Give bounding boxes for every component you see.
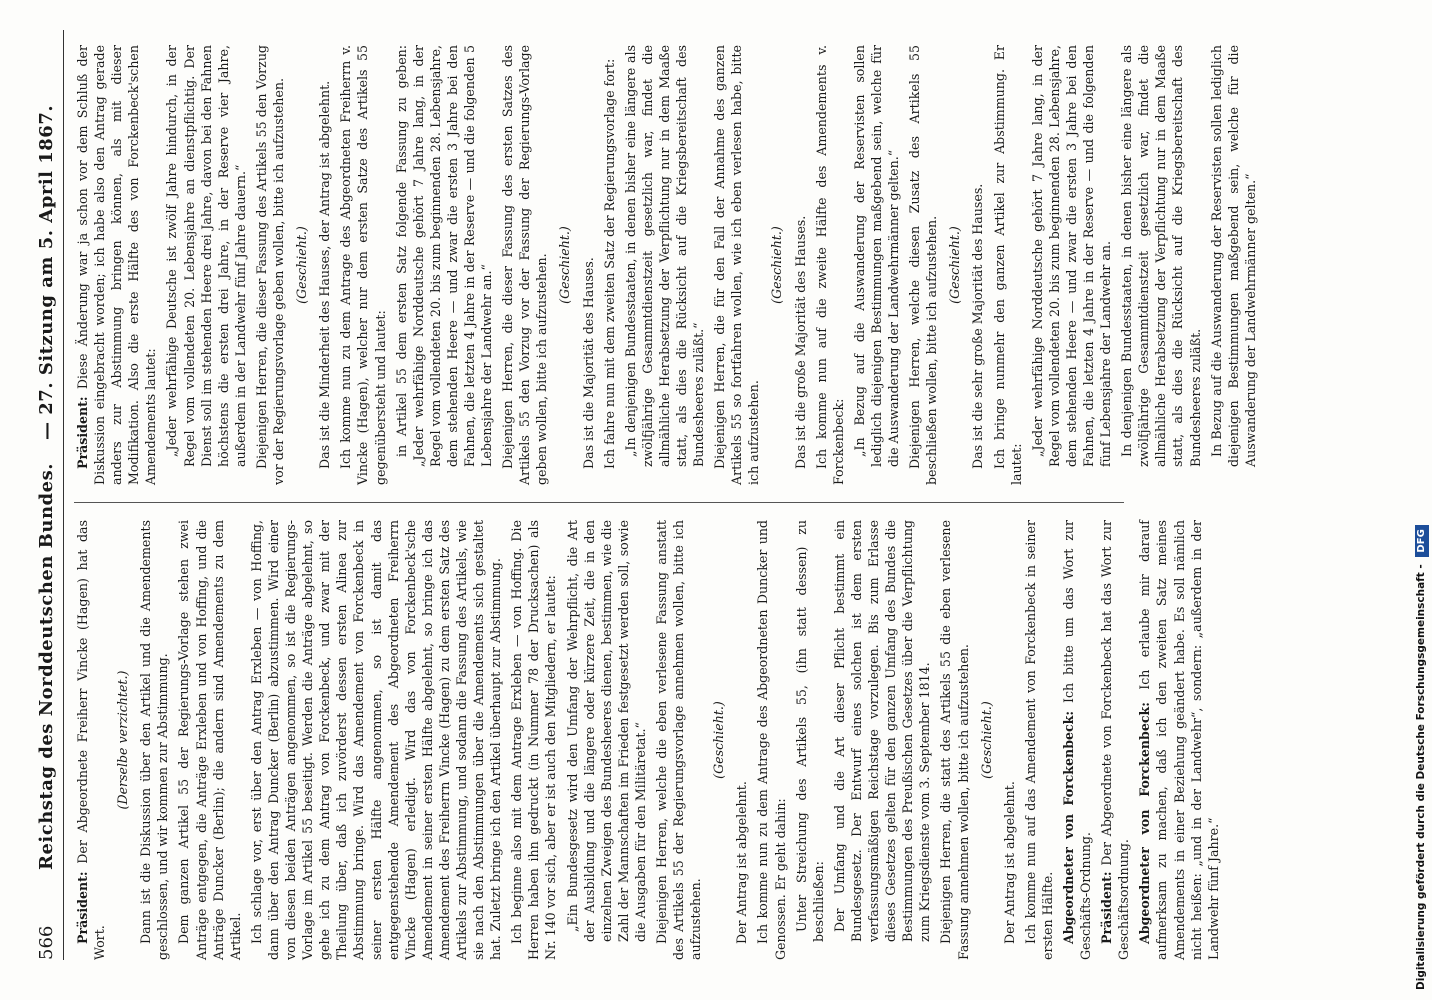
dfg-logo: DFG <box>1415 525 1429 556</box>
paragraph <box>792 45 809 485</box>
paragraph <box>253 45 287 485</box>
stage-direction: (Geschieht.) <box>947 226 963 304</box>
paragraph-text: Das ist die Minderheit des Hauses, der Antrag ist abgelehnt. <box>317 80 333 469</box>
quoted-text: Unter Streichung des Artikels 55, (ihn statt dessen) zu beschließen: <box>793 520 826 942</box>
paragraph-text: Ich bitte um das Wort zur Geschäfts-Ordnung. <box>1060 520 1094 960</box>
paragraph-text: Ich erlaube mir darauf aufmerksam zu machen, daß ich den zweiten Satz meines Amendements in einer Beziehung geändert habe. Es soll nämlich nicht heißen: „und in der Landwehr“, sondern: „außerdem in der Landwehr fünf Jahre.“ <box>1137 520 1221 960</box>
paragraph <box>733 520 750 960</box>
column-divider <box>74 502 1124 503</box>
paragraph <box>248 520 504 960</box>
paragraph-text: Der Antrag ist abgelehnt. <box>734 781 750 944</box>
stage-direction: (Derselbe verzichtet.) <box>115 670 131 810</box>
paragraph-text: Ich komme nun auf die zweite Hälfte des Amendements v. Forckenbeck: <box>813 45 846 485</box>
paragraph <box>74 45 159 485</box>
paragraph <box>711 45 762 485</box>
quoted-text: „In Bezug auf die Auswanderung der Reservisten sollen lediglich diejenigen Bestimmungen maßgebend sein, welche für die Auswanderung der Landwehrmänner gelten.“ <box>851 45 902 467</box>
header-rule <box>63 30 64 960</box>
paragraph-text: Ich fahre nun mit dem zweiten Satz der Regierungsvorlage fort: <box>601 58 617 469</box>
paragraph-text: Ich komme nun zu dem Antrage des Abgeordneten Freiherrn v. Vincke (Hagen), welcher nur dem ersten Satze des Artikels 55 gegenübersteht und lautet: <box>338 45 388 485</box>
dfg-note-text: Digitalisierung gefördert durch die Deutsche Forschungsgemeinschaft - <box>1415 564 1427 990</box>
paragraph-text: Ich bringe nunmehr den ganzen Artikel zur Abstimmung. Er lautet: <box>991 45 1024 485</box>
paragraph-text: Ich komme nun auf das Amendement von Forckenbeck in seiner ersten Hälfte. <box>1022 520 1055 960</box>
paragraph <box>937 520 971 960</box>
paragraph-text: Ich komme nun zu dem Antrage des Abgeordneten Duncker und Genossen. Er geht dahin: <box>755 520 788 960</box>
speaker-label: Präsident: <box>75 871 90 944</box>
quoted-text: In Bezug auf die Auswanderung der Reservisten sollen lediglich diejenigen Bestimmungen maßgebend sein, welche für die Auswanderung der Landwehrmänner gelten.“ <box>1208 45 1258 467</box>
paragraph <box>906 45 940 485</box>
quoted-text: In denjenigen Bundesstaaten, in denen bisher eine längere als zwölfjährige Gesammtdienstzeit gesetzlich war, findet die allmähliche Herabsetzung der Verpflichtung nur in dem Maaße statt, als dies die Rücksicht auf die Kriegsbereitschaft des Bundesheeres zuläßt. <box>1119 45 1203 467</box>
paragraph-text: Diejenigen Herren, die für den Fall der Annahme des ganzen Artikels 55 so fortfahren wollen, wie ich eben verlesen habe, bitte ich aufzustehen. <box>712 45 762 485</box>
page-header <box>30 30 64 960</box>
stage-direction: (Geschieht.) <box>978 701 994 779</box>
quoted-text: „Ein Bundesgesetz wird den Umfang der Wehrpflicht, die Art der Ausbildung und die längere oder kürzere Zeit, die in den einzelnen Zweigen des Bundesheeres dienen, bestimmen, wie die Zahl der Mannschaften im Frieden festgesetzt werden soll, sowie die Ausgaben für den Militäretat.“ <box>564 520 648 942</box>
page-number: 566 <box>36 925 57 960</box>
speaker-label: Präsident: <box>1099 871 1115 944</box>
quoted-text: in Artikel 55 dem ersten Satz folgende Fassung zu geben: „Jeder wehrfähige Norddeutsche gehört 7 Jahre lang, in der Regel vom vollendeten 20. bis zum beginnenden 28. Lebensjahre, dem stehenden Heere — und zwar die ersten 3 Jahre bei den Fahnen, die letzten 4 Jahre in der Reserve — und die folgenden 5 Lebensjahre der Landwehr an.“ <box>393 45 495 467</box>
paragraph-text: Dann ist die Diskussion über den Artikel und die Amendements geschlossen, und wir kommen zur Abstimmung. <box>138 520 171 960</box>
paragraph-text: Dem ganzen Artikel 55 der Regierungs-Vorlage stehen zwei Anträge entgegen, die Anträge Erxleben und von Hoffing, und die Anträge Duncker (Berlin); die andern sind Amendements zu dem Artikel. <box>176 520 243 960</box>
paragraph <box>1098 520 1132 960</box>
quoted-text: „Jeder wehrfähige Norddeutsche gehört 7 Jahre lang, in der Regel vom vollendeten 20. bis zum beginnenden 28. Lebensjahre, dem stehenden Heere — und zwar die ersten 3 Jahre bei den Fahnen, die letzten 4 Jahre in der Reserve — und die folgenden fünf Lebensjahre der Landwehr an. <box>1029 45 1114 467</box>
paragraph <box>580 45 597 485</box>
paragraph <box>499 45 550 485</box>
paragraph <box>1136 520 1221 960</box>
paragraph-text: Der Abgeordnete von Forckenbeck hat das Wort zur Geschäftsordnung. <box>1099 520 1132 960</box>
header-title-left: Reichstag des Norddeutschen Bundes. <box>36 463 57 870</box>
paragraph-text: Das ist die große Majorität des Hauses. <box>792 215 808 469</box>
paragraph-text: Diejenigen Herren, welche die eben verlesene Fassung anstatt des Artikels 55 der Regierungsvorlage annehmen wollen, bitte ich aufzustehen. <box>654 520 704 960</box>
stage-direction: (Geschieht.) <box>769 226 785 304</box>
dfg-funding-note <box>1410 10 1432 990</box>
paragraph <box>508 520 559 960</box>
paragraph <box>137 520 171 960</box>
paragraph-text: Diejenigen Herren, die statt des Artikels 55 die eben verlesene Fassung annehmen wollen, bitte ich aufzustehen. <box>938 520 971 960</box>
paragraph-text: Das ist die sehr große Majorität des Hauses. <box>970 183 986 469</box>
speaker-label: Präsident: <box>75 396 90 469</box>
paragraph <box>316 45 333 485</box>
quoted-text: Der Umfang und die Art dieser Pflicht bestimmt ein Bundesgesetz. Der Entwurf eines solchen ist dem ersten verfassungsmäßigen Reichstage vorzulegen. Bis zum Erlasse dieses Gesetzes gelten für den ganzen Umfang des Bundes die Bestimmungen des Preußischen Gesetzes über die Verpflichtung zum Kriegsdienste vom 3. September 1814. <box>831 520 933 942</box>
paragraph <box>653 520 704 960</box>
paragraph-text: Diejenigen Herren, welche diesen Zusatz des Artikels 55 beschließen wollen, bitte ich aufzustehen. <box>907 45 940 485</box>
stage-direction: (Geschieht.) <box>711 701 727 779</box>
paragraph <box>754 520 788 960</box>
paragraph-text: Diejenigen Herren, die dieser Fassung des ersten Satzes des Artikels 55 den Vorzug vor der Fassung der Regierungs-Vorlage geben wollen, bitte ich aufzustehen. <box>500 45 550 485</box>
paragraph <box>175 520 243 960</box>
paragraph <box>991 45 1025 485</box>
paragraph <box>969 45 986 485</box>
paragraph-text: Diejenigen Herren, die dieser Fassung des Artikels 55 den Vorzug vor der Regierungsvorlage geben wollen, bitte ich aufzustehen. <box>253 45 287 485</box>
speaker-label: Abgeordneter von Forckenbeck: <box>1060 710 1076 944</box>
paragraph <box>813 45 847 485</box>
paragraph-text: Der Antrag ist abgelehnt. <box>1001 781 1017 944</box>
dfg-sidebar <box>1410 10 1432 990</box>
paragraph-text: Ich schlage vor, erst über den Antrag Erxleben — von Hoffing, dann über den Antrag Duncker (Berlin) abzustimmen. Wird einer von diesen beiden Anträgen angenommen, so ist die Regierungs-Vorlage im Artikel 55 beseitigt. Werden die Anträge abgelehnt, so gehe ich zu dem Antrag von Forckenbeck, und zwar mit der Theilung über, daß ich zuvörderst dessen ersten Alinea zur Abstimmung bringe. Wird das Amendement von Forckenbeck in seiner ersten Hälfte angenommen, so ist damit das entgegenstehende Amendement des Abgeordneten Freiherrn Vincke (Hagen) erledigt. Wird das von Forckenbeck'sche Amendement in seiner ersten Hälfte abgelehnt, so bringe ich das Amendement des Freiherrn Vincke (Hagen) zu dem ersten Satz des Artikels zur Abstimmung, und sodann die Fassung des Artikels, wie sie nach den Abstimmungen über die Amendements sich gestaltet hat. Zuletzt bringe ich den Artikel überhaupt zur Abstimmung. <box>248 520 504 960</box>
paragraph <box>1022 520 1056 960</box>
quoted-text: „In denjenigen Bundesstaaten, in denen bisher eine längere als zwölfjährige Gesammtdienstzeit gesetzlich war, findet die allmähliche Herabsetzung der Verpflichtung nur in dem Maaße statt, als dies die Rücksicht auf die Kriegsbereitschaft des Bundesheeres zuläßt.“ <box>622 45 707 467</box>
stage-direction: (Geschieht.) <box>294 226 310 304</box>
paragraph-text: Das ist die Majorität des Hauses. <box>580 257 596 469</box>
right-text-column <box>74 45 1258 485</box>
paragraph-text: Der Abgeordnete Freiherr Vincke (Hagen) hat das Wort. <box>75 520 108 960</box>
paragraph-text: Diese Änderung war ja schon vor dem Schluß der Diskussion eingebracht worden; ich habe also den Antrag gerade anders zur Abstimmung bringen können, als mit dieser Modifikation. Also die erste Hälfte des von Forckenbeck'schen Amendements lautet: <box>75 45 159 485</box>
paragraph <box>337 45 388 485</box>
paragraph <box>1060 520 1094 960</box>
left-text-column <box>74 520 1221 960</box>
stage-direction: (Geschieht.) <box>557 226 573 304</box>
quoted-text: „Jeder wehrfähige Deutsche ist zwölf Jahre hindurch, in der Regel vom vollendeten 20. Lebensjahre an dienstpflichtig. Der Dienst soll im stehenden Heere drei Jahre, davon bei den Fahnen höchstens die ersten drei Jahre, in der Reserve vier Jahre, außerdem in der Landwehr fünf Jahre dauern.“ <box>164 45 248 467</box>
header-title-right: — 27. Sitzung am 5. April 1867. <box>36 104 57 440</box>
paragraph <box>1001 520 1018 960</box>
speaker-label: Abgeordneter von Forckenbeck: <box>1137 702 1153 944</box>
paragraph <box>74 520 108 960</box>
paragraph <box>601 45 618 485</box>
paragraph-text: Ich beginne also mit dem Antrage Erxleben — von Hoffing. Die Herren haben ihn gedruckt (in Nummer 78 der Drucksachen) als Nr. 140 vor sich, aber er ist auch den Mitgliedern, er lautet: <box>509 520 559 960</box>
